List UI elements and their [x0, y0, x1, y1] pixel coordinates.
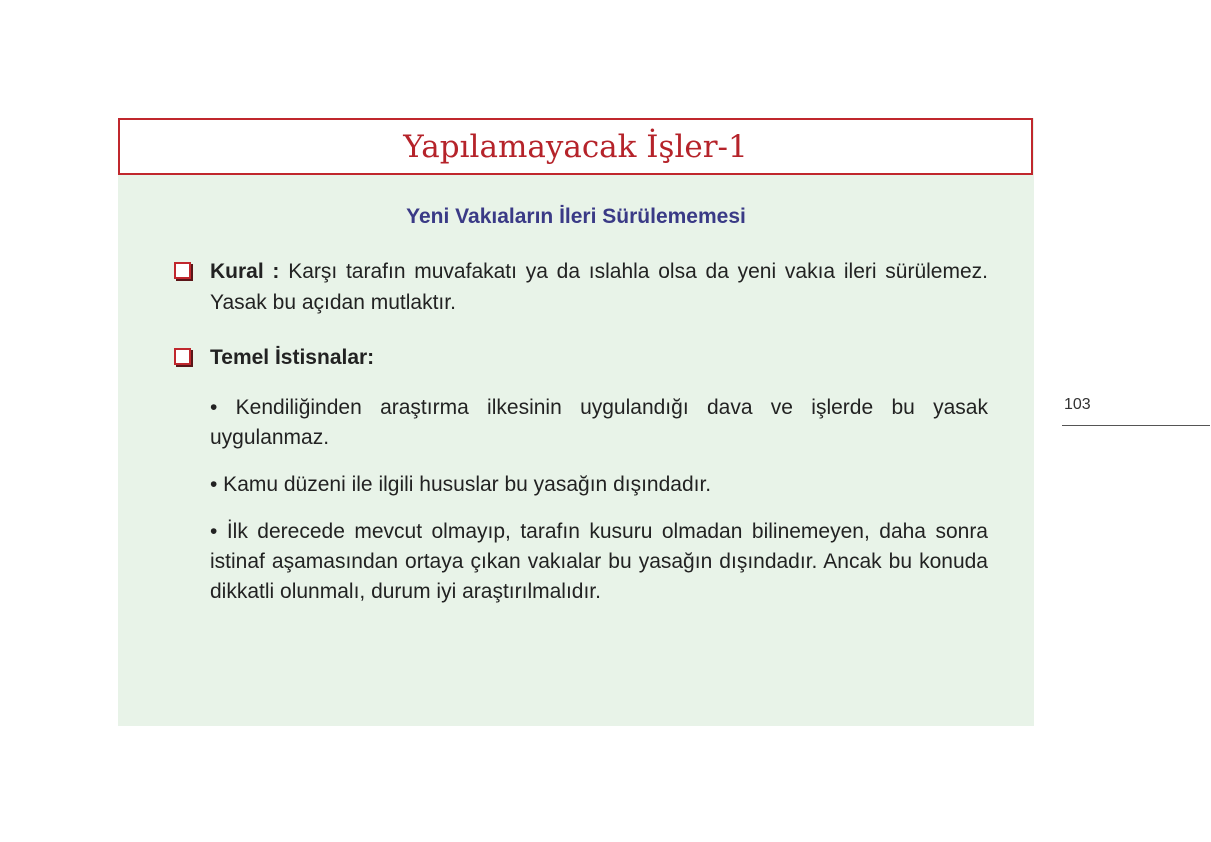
- checkbox-bullet-icon: [174, 348, 191, 365]
- bullet-exceptions-label: Temel İstisnalar:: [210, 346, 375, 369]
- bullet-exceptions: [174, 342, 988, 373]
- page-number-rule: [1062, 425, 1210, 426]
- slide-title: Yapılamayacak İşler-1: [403, 128, 748, 165]
- bullet-rule-text: [210, 256, 988, 318]
- bullet-rule-label: Kural :: [210, 260, 280, 283]
- bullet-rule-body: Karşı tarafın muvafakatı ya da ıslahla olsa da yeni vakıa ileri sürülemez. Yasak bu açıdan mutlaktır.: [210, 260, 988, 314]
- slide-title-box: [118, 118, 1033, 175]
- slide-subtitle: Yeni Vakıaların İleri Sürülememesi: [406, 205, 746, 228]
- checkbox-bullet-icon: [174, 262, 191, 279]
- bullet-rule: [174, 256, 988, 318]
- exception-item: • Kamu düzeni ile ilgili hususlar bu yasağın dışındadır.: [210, 473, 712, 496]
- page-number: 103: [1064, 396, 1091, 413]
- exception-item: • Kendiliğinden araştırma ilkesinin uygulandığı dava ve işlerde bu yasak uygulanmaz.: [210, 396, 988, 449]
- exception-item: • İlk derecede mevcut olmayıp, tarafın kusuru olmadan bilinemeyen, daha sonra istinaf aşamasından ortaya çıkan vakıalar bu yasağın dışındadır. Ancak bu konuda dikkatli olunmalı, durum iyi araştırılmalıdır.: [210, 520, 988, 603]
- bullet-exceptions-text: [210, 342, 988, 373]
